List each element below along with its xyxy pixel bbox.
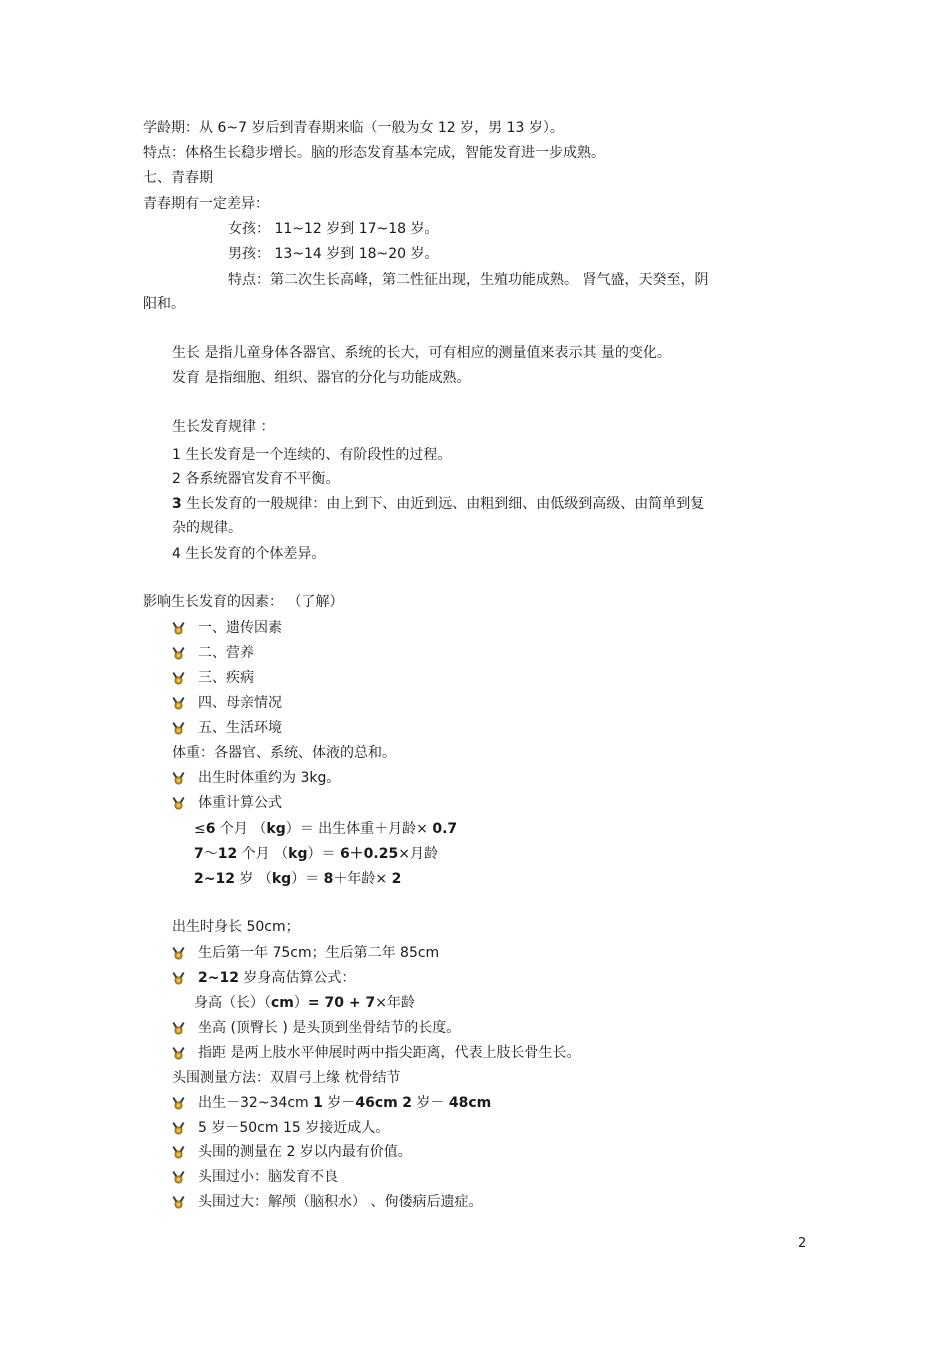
f3-range: 2~12 [194,871,235,887]
height-formula-range: 2~12 [198,970,239,986]
factor-item: 四、母亲情况 [198,695,282,711]
head-too-small: 头围过小：脑发育不良 [198,1169,338,1185]
height-formula-age: ×年龄 [375,995,415,1011]
head-circumference-values-2: 5 岁－50cm 15 岁接近成人。 [198,1120,390,1136]
f1-factor: 0.7 [432,821,458,837]
head-birth: 出生－32~34cm [198,1095,314,1111]
head-most-valuable: 头围的测量在 2 岁以内最有价值。 [198,1144,412,1160]
rules-heading: 生长发育规律 ： [172,419,275,435]
medal-bullet-icon [172,621,185,635]
head-circumference-values [198,1094,491,1112]
puberty-heading: 七、青春期 [143,170,213,186]
height-formula-label: 岁身高估算公式： [238,970,356,986]
f1-expr: ）＝ 出生体重＋月龄× [285,821,433,837]
medal-bullet-icon [172,946,185,960]
head-too-large: 头围过大：解颅（脑积水） 、佝偻病后遗症。 [198,1194,483,1210]
growth-definition: 生长 是指儿童身体各器官、系统的长大，可有相应的测量值来表示其 量的变化。 [172,345,671,361]
f2-tilde: ～ [203,846,218,862]
f1-unit-open: 个月 （ [215,821,267,837]
medal-bullet-icon [172,971,185,985]
f2-kg: kg [288,846,308,862]
head-2y-num: 2 [402,1095,412,1111]
height-formula [194,994,415,1012]
head-measure-method: 头围测量方法：双眉弓上缘 枕骨结节 [172,1070,401,1086]
development-definition: 发育 是指细胞、组织、器官的分化与功能成熟。 [172,370,471,386]
f3-eq: ）＝ [291,871,324,887]
height-formula-lhs: 身高（长）（ [194,995,271,1011]
f1-months: 6 [205,821,216,837]
weight-formula-2 [194,845,438,863]
f2-to: 12 [217,846,238,862]
head-2y-label: 岁－ [411,1095,449,1111]
f3-base: 8 [323,871,334,887]
rule-2: 2 各系统器官发育不平衡。 [172,471,340,487]
medal-bullet-icon [172,1170,185,1184]
height-formula-unit: cm [271,995,294,1011]
rule-3-cont: 杂的规律。 [172,520,242,536]
medal-bullet-icon [172,1046,185,1060]
f2-from: 7 [194,846,204,862]
medal-bullet-icon [172,1195,185,1209]
rule-1: 1 生长发育是一个连续的、有阶段性的过程。 [172,447,452,463]
birth-weight: 出生时体重约为 3kg。 [198,770,341,786]
f2-eq: ）＝ [307,846,340,862]
birth-length: 出生时身长 50cm； [172,919,300,935]
rule-3-number: 3 [172,496,182,512]
head-1y-label: 岁－ [322,1095,356,1111]
medal-bullet-icon [172,721,185,735]
height-formula-title [198,969,355,987]
sitting-height: 坐高 (顶臀长 ) 是头顶到坐骨结节的长度。 [198,1020,461,1036]
head-2y-value: 48cm [448,1095,492,1111]
weight-definition: 体重：各器官、系统、体液的总和。 [172,745,396,761]
medal-bullet-icon [172,771,185,785]
rule-3-text: 生长发育的一般规律：由上到下、由近到远、由粗到细、由低级到高级、由简单到复 [181,496,705,512]
head-1y-value: 46cm [355,1095,398,1111]
height-formula-expr: = 70 + 7 [307,995,376,1011]
factors-heading: 影响生长发育的因素： （了解） [143,594,344,610]
puberty-features: 特点：第二次生长高峰，第二性征出现，生殖功能成熟。 肾气盛，天癸至，阴 [228,272,709,288]
medal-bullet-icon [172,1096,185,1110]
medal-bullet-icon [172,1145,185,1159]
f2-month-age: ×月龄 [398,846,438,862]
medal-bullet-icon [172,1021,185,1035]
puberty-girls: 女孩： 11~12 岁到 17~18 岁。 [228,221,439,237]
page-number: 2 [798,1236,807,1251]
weight-formula-1 [194,820,457,838]
puberty-boys: 男孩： 13~14 岁到 18~20 岁。 [228,246,439,262]
f2-unit-open: 个月 （ [237,846,289,862]
length-after-birth: 生后第一年 75cm；生后第二年 85cm [198,945,440,961]
puberty-intro: 青春期有一定差异： [143,196,269,212]
weight-formula-3 [194,870,401,888]
height-formula-close: ） [293,995,308,1011]
medal-bullet-icon [172,796,185,810]
factor-item: 三、疾病 [198,670,254,686]
medal-bullet-icon [172,1121,185,1135]
medal-bullet-icon [172,696,185,710]
medal-bullet-icon [172,671,185,685]
f1-kg: kg [266,821,286,837]
f2-expr: 6＋0.25 [339,846,399,862]
rule-3 [172,495,704,513]
factor-item: 五、生活环境 [198,720,282,736]
f3-age: ＋年龄× [333,871,392,887]
school-age-features: 特点：体格生长稳步增长。脑的形态发育基本完成，智能发育进一步成熟。 [143,145,605,161]
puberty-features-cont: 阳和。 [143,296,185,312]
rule-4: 4 生长发育的个体差异。 [172,546,326,562]
factor-item: 二、营养 [198,645,254,661]
head-1y-num: 1 [313,1095,323,1111]
f3-kg: kg [271,871,292,887]
medal-bullet-icon [172,646,185,660]
f3-unit-open: 岁 （ [234,871,272,887]
factor-item: 一、遗传因素 [198,620,282,636]
f3-factor: 2 [391,871,402,887]
arm-span: 指距 是两上肢水平伸展时两中指尖距离，代表上肢长骨生长。 [198,1045,581,1061]
school-age-line: 学龄期：从 6~7 岁后到青春期来临（一般为女 12 岁，男 13 岁）。 [143,120,564,136]
weight-formula-title: 体重计算公式 [198,795,282,811]
f1-le: ≤ [194,821,206,837]
